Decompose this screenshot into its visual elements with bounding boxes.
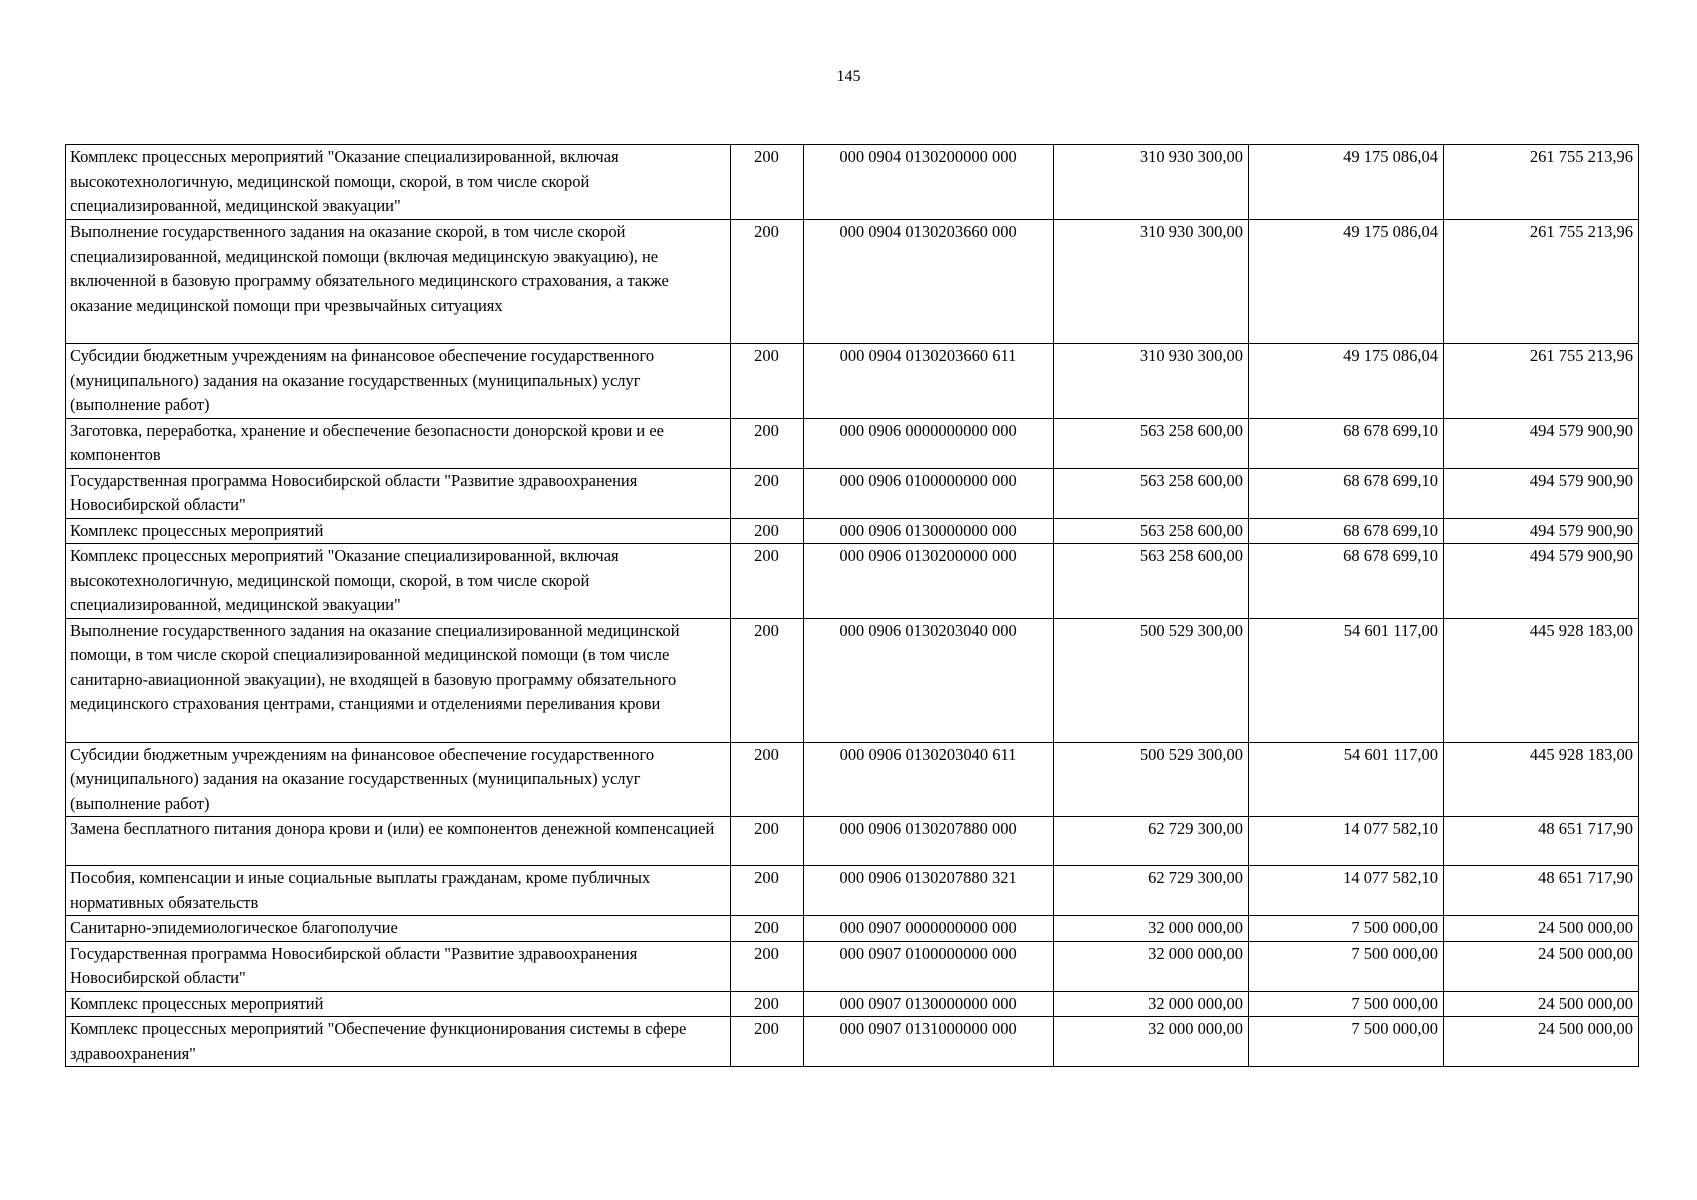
row-code: 200 xyxy=(731,220,804,344)
row-unexecuted: 494 579 900,90 xyxy=(1444,468,1639,518)
row-executed: 7 500 000,00 xyxy=(1249,916,1444,942)
row-approved: 563 258 600,00 xyxy=(1054,518,1249,544)
row-approved: 62 729 300,00 xyxy=(1054,866,1249,916)
row-approved: 310 930 300,00 xyxy=(1054,145,1249,220)
row-kbk: 000 0907 0131000000 000 xyxy=(804,1017,1054,1067)
row-kbk: 000 0907 0000000000 000 xyxy=(804,916,1054,942)
row-code: 200 xyxy=(731,941,804,991)
row-name: Комплекс процессных мероприятий "Обеспечение функционирования системы в сфере здравоохранения" xyxy=(66,1017,731,1067)
row-approved: 310 930 300,00 xyxy=(1054,220,1249,344)
table-row xyxy=(66,220,1639,344)
row-name: Комплекс процессных мероприятий "Оказание специализированной, включая высокотехнологичную, медицинской помощи, скорой, в том числе скорой специализированной, медицинской эвакуации" xyxy=(66,544,731,619)
table-row xyxy=(66,916,1639,942)
row-executed: 7 500 000,00 xyxy=(1249,991,1444,1017)
row-executed: 54 601 117,00 xyxy=(1249,618,1444,742)
row-name: Санитарно-эпидемиологическое благополучие xyxy=(66,916,731,942)
row-approved: 62 729 300,00 xyxy=(1054,817,1249,866)
row-code: 200 xyxy=(731,544,804,619)
row-name: Пособия, компенсации и иные социальные выплаты гражданам, кроме публичных нормативных обязательств xyxy=(66,866,731,916)
row-kbk: 000 0907 0130000000 000 xyxy=(804,991,1054,1017)
row-approved: 563 258 600,00 xyxy=(1054,544,1249,619)
row-kbk: 000 0906 0130203040 000 xyxy=(804,618,1054,742)
row-code: 200 xyxy=(731,468,804,518)
row-approved: 32 000 000,00 xyxy=(1054,916,1249,942)
row-executed: 49 175 086,04 xyxy=(1249,344,1444,419)
row-code: 200 xyxy=(731,418,804,468)
table-row xyxy=(66,468,1639,518)
row-code: 200 xyxy=(731,866,804,916)
row-code: 200 xyxy=(731,145,804,220)
row-code: 200 xyxy=(731,916,804,942)
row-kbk: 000 0906 0130203040 611 xyxy=(804,742,1054,817)
row-approved: 500 529 300,00 xyxy=(1054,742,1249,817)
row-kbk: 000 0907 0100000000 000 xyxy=(804,941,1054,991)
row-name: Субсидии бюджетным учреждениям на финансовое обеспечение государственного (муниципального) задания на оказание государственных (муниципальных) услуг (выполнение работ) xyxy=(66,742,731,817)
row-unexecuted: 261 755 213,96 xyxy=(1444,145,1639,220)
row-approved: 563 258 600,00 xyxy=(1054,468,1249,518)
row-name: Выполнение государственного задания на оказание скорой, в том числе скорой специализированной, медицинской помощи (включая медицинскую эвакуацию), не включенной в базовую программу обязательного медицинского страхования, а также оказание медицинской помощи при чрезвычайных ситуациях xyxy=(66,220,731,344)
row-unexecuted: 48 651 717,90 xyxy=(1444,866,1639,916)
row-name: Субсидии бюджетным учреждениям на финансовое обеспечение государственного (муниципального) задания на оказание государственных (муниципальных) услуг (выполнение работ) xyxy=(66,344,731,419)
table-row xyxy=(66,941,1639,991)
budget-table-body xyxy=(66,145,1639,1067)
table-row xyxy=(66,145,1639,220)
row-approved: 500 529 300,00 xyxy=(1054,618,1249,742)
table-row xyxy=(66,866,1639,916)
row-unexecuted: 24 500 000,00 xyxy=(1444,991,1639,1017)
row-code: 200 xyxy=(731,817,804,866)
row-name: Заготовка, переработка, хранение и обеспечение безопасности донорской крови и ее компонентов xyxy=(66,418,731,468)
row-unexecuted: 445 928 183,00 xyxy=(1444,742,1639,817)
row-name: Замена бесплатного питания донора крови и (или) ее компонентов денежной компенсацией xyxy=(66,817,731,866)
row-kbk: 000 0906 0130200000 000 xyxy=(804,544,1054,619)
row-kbk: 000 0906 0130207880 000 xyxy=(804,817,1054,866)
row-executed: 54 601 117,00 xyxy=(1249,742,1444,817)
table-row xyxy=(66,344,1639,419)
row-executed: 7 500 000,00 xyxy=(1249,1017,1444,1067)
row-code: 200 xyxy=(731,344,804,419)
row-code: 200 xyxy=(731,991,804,1017)
table-row xyxy=(66,418,1639,468)
row-name: Комплекс процессных мероприятий xyxy=(66,518,731,544)
row-kbk: 000 0906 0100000000 000 xyxy=(804,468,1054,518)
page-number: 145 xyxy=(836,68,861,85)
row-kbk: 000 0904 0130203660 611 xyxy=(804,344,1054,419)
table-row xyxy=(66,1017,1639,1067)
row-code: 200 xyxy=(731,1017,804,1067)
row-executed: 68 678 699,10 xyxy=(1249,418,1444,468)
row-approved: 310 930 300,00 xyxy=(1054,344,1249,419)
row-approved: 32 000 000,00 xyxy=(1054,941,1249,991)
row-name: Комплекс процессных мероприятий "Оказание специализированной, включая высокотехнологичную, медицинской помощи, скорой, в том числе скорой специализированной, медицинской эвакуации" xyxy=(66,145,731,220)
row-name: Комплекс процессных мероприятий xyxy=(66,991,731,1017)
row-code: 200 xyxy=(731,518,804,544)
row-executed: 49 175 086,04 xyxy=(1249,145,1444,220)
row-executed: 49 175 086,04 xyxy=(1249,220,1444,344)
row-approved: 563 258 600,00 xyxy=(1054,418,1249,468)
table-row xyxy=(66,518,1639,544)
row-unexecuted: 24 500 000,00 xyxy=(1444,941,1639,991)
table-row xyxy=(66,742,1639,817)
budget-table xyxy=(65,144,1639,1067)
row-kbk: 000 0904 0130203660 000 xyxy=(804,220,1054,344)
table-row xyxy=(66,991,1639,1017)
row-unexecuted: 48 651 717,90 xyxy=(1444,817,1639,866)
row-approved: 32 000 000,00 xyxy=(1054,991,1249,1017)
row-kbk: 000 0904 0130200000 000 xyxy=(804,145,1054,220)
row-approved: 32 000 000,00 xyxy=(1054,1017,1249,1067)
row-unexecuted: 494 579 900,90 xyxy=(1444,544,1639,619)
table-row xyxy=(66,817,1639,866)
table-row xyxy=(66,544,1639,619)
row-code: 200 xyxy=(731,618,804,742)
row-unexecuted: 24 500 000,00 xyxy=(1444,1017,1639,1067)
row-executed: 14 077 582,10 xyxy=(1249,817,1444,866)
row-executed: 68 678 699,10 xyxy=(1249,468,1444,518)
row-unexecuted: 261 755 213,96 xyxy=(1444,344,1639,419)
row-unexecuted: 261 755 213,96 xyxy=(1444,220,1639,344)
row-code: 200 xyxy=(731,742,804,817)
row-unexecuted: 24 500 000,00 xyxy=(1444,916,1639,942)
row-unexecuted: 445 928 183,00 xyxy=(1444,618,1639,742)
row-executed: 68 678 699,10 xyxy=(1249,544,1444,619)
row-name: Государственная программа Новосибирской области "Развитие здравоохранения Новосибирской области" xyxy=(66,941,731,991)
table-row xyxy=(66,618,1639,742)
row-kbk: 000 0906 0000000000 000 xyxy=(804,418,1054,468)
row-executed: 68 678 699,10 xyxy=(1249,518,1444,544)
row-executed: 7 500 000,00 xyxy=(1249,941,1444,991)
row-name: Государственная программа Новосибирской области "Развитие здравоохранения Новосибирской области" xyxy=(66,468,731,518)
row-kbk: 000 0906 0130000000 000 xyxy=(804,518,1054,544)
row-unexecuted: 494 579 900,90 xyxy=(1444,518,1639,544)
row-executed: 14 077 582,10 xyxy=(1249,866,1444,916)
row-name: Выполнение государственного задания на оказание специализированной медицинской помощи, в том числе скорой специализированной медицинской помощи (в том числе санитарно-авиационной эвакуации), не входящей в базовую программу обязательного медицинского страхования центрами, станциями и отделениями переливания крови xyxy=(66,618,731,742)
row-kbk: 000 0906 0130207880 321 xyxy=(804,866,1054,916)
row-unexecuted: 494 579 900,90 xyxy=(1444,418,1639,468)
